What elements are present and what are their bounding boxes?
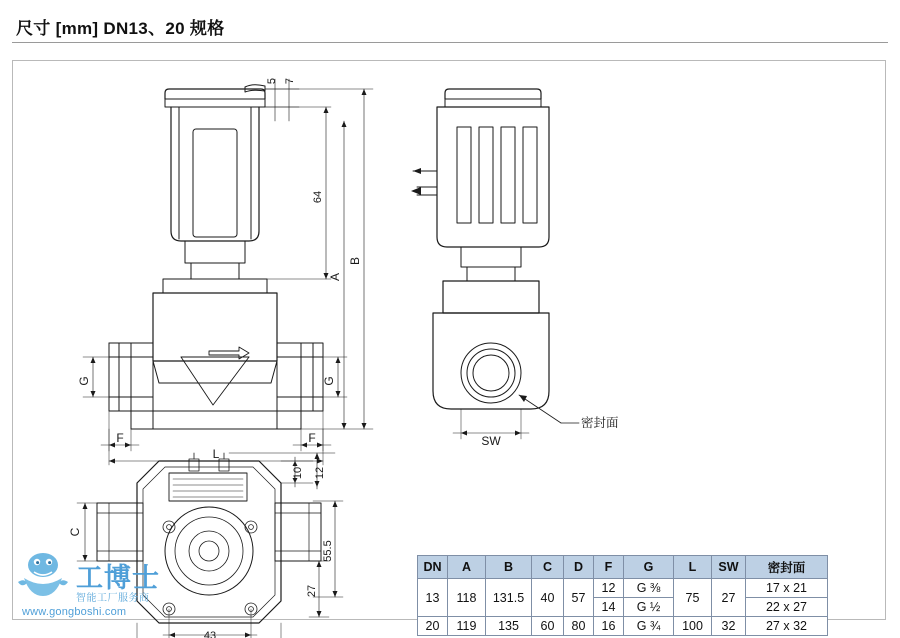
cell-sw: 27 xyxy=(712,579,746,617)
cell-c: 60 xyxy=(532,617,564,636)
col-header-c: C xyxy=(532,556,564,579)
cell-g: G ¾ xyxy=(624,617,674,636)
cell-d: 80 xyxy=(564,617,594,636)
cell-f: 14 xyxy=(594,598,624,617)
cell-l: 75 xyxy=(674,579,712,617)
dim-64: 64 xyxy=(312,190,324,204)
cell-g: G ⅜ xyxy=(624,579,674,598)
col-header-f: F xyxy=(594,556,624,579)
dim-L: L xyxy=(212,447,220,461)
col-header-b: B xyxy=(486,556,532,579)
dim-B: B xyxy=(348,256,362,266)
col-header-a: A xyxy=(448,556,486,579)
cell-l: 100 xyxy=(674,617,712,636)
cell-g: G ½ xyxy=(624,598,674,617)
cell-b: 131.5 xyxy=(486,579,532,617)
col-header-d: D xyxy=(564,556,594,579)
dimension-table xyxy=(417,555,828,636)
watermark-url: www.gongboshi.com xyxy=(22,606,127,618)
dim-G-left: G xyxy=(77,376,91,386)
col-header-seal: 密封面 xyxy=(746,556,828,579)
table-header-row xyxy=(418,556,828,579)
cell-seal: 22 x 27 xyxy=(746,598,828,617)
dim-F-right: F xyxy=(308,431,316,445)
cell-a: 118 xyxy=(448,579,486,617)
cell-dn: 13 xyxy=(418,579,448,617)
table-row xyxy=(418,617,828,636)
cell-d: 57 xyxy=(564,579,594,617)
dim-27: 27 xyxy=(306,584,318,598)
dim-7: 7 xyxy=(284,77,296,85)
col-header-g: G xyxy=(624,556,674,579)
col-header-dn: DN xyxy=(418,556,448,579)
cell-seal: 27 x 32 xyxy=(746,617,828,636)
dim-55-5: 55.5 xyxy=(322,540,334,562)
cell-f: 16 xyxy=(594,617,624,636)
dim-F-left: F xyxy=(116,431,124,445)
watermark-subtitle: 智能工厂服务商 xyxy=(76,593,150,604)
col-header-sw: SW xyxy=(712,556,746,579)
cell-dn: 20 xyxy=(418,617,448,636)
cell-f: 12 xyxy=(594,579,624,598)
col-header-l: L xyxy=(674,556,712,579)
cell-sw: 32 xyxy=(712,617,746,636)
dim-C: C xyxy=(68,527,82,537)
cell-b: 135 xyxy=(486,617,532,636)
dim-10: 10 xyxy=(292,466,304,480)
dim-A: A xyxy=(328,272,342,282)
cell-a: 119 xyxy=(448,617,486,636)
watermark-name: 工博士 xyxy=(76,563,160,593)
header-divider xyxy=(12,42,888,43)
drawing-frame xyxy=(12,60,886,638)
dim-5: 5 xyxy=(266,77,278,85)
dim-G-right: G xyxy=(322,376,336,386)
cell-seal: 17 x 21 xyxy=(746,579,828,598)
table-row xyxy=(418,579,828,598)
page-title: 尺寸 [mm] DN13、20 规格 xyxy=(16,19,225,38)
dim-43: 43 xyxy=(203,630,217,638)
cell-c: 40 xyxy=(532,579,564,617)
seal-face-callout: 密封面 xyxy=(581,416,619,430)
dim-SW: SW xyxy=(481,434,501,448)
dim-12: 12 xyxy=(314,466,326,480)
page-header xyxy=(12,12,888,46)
